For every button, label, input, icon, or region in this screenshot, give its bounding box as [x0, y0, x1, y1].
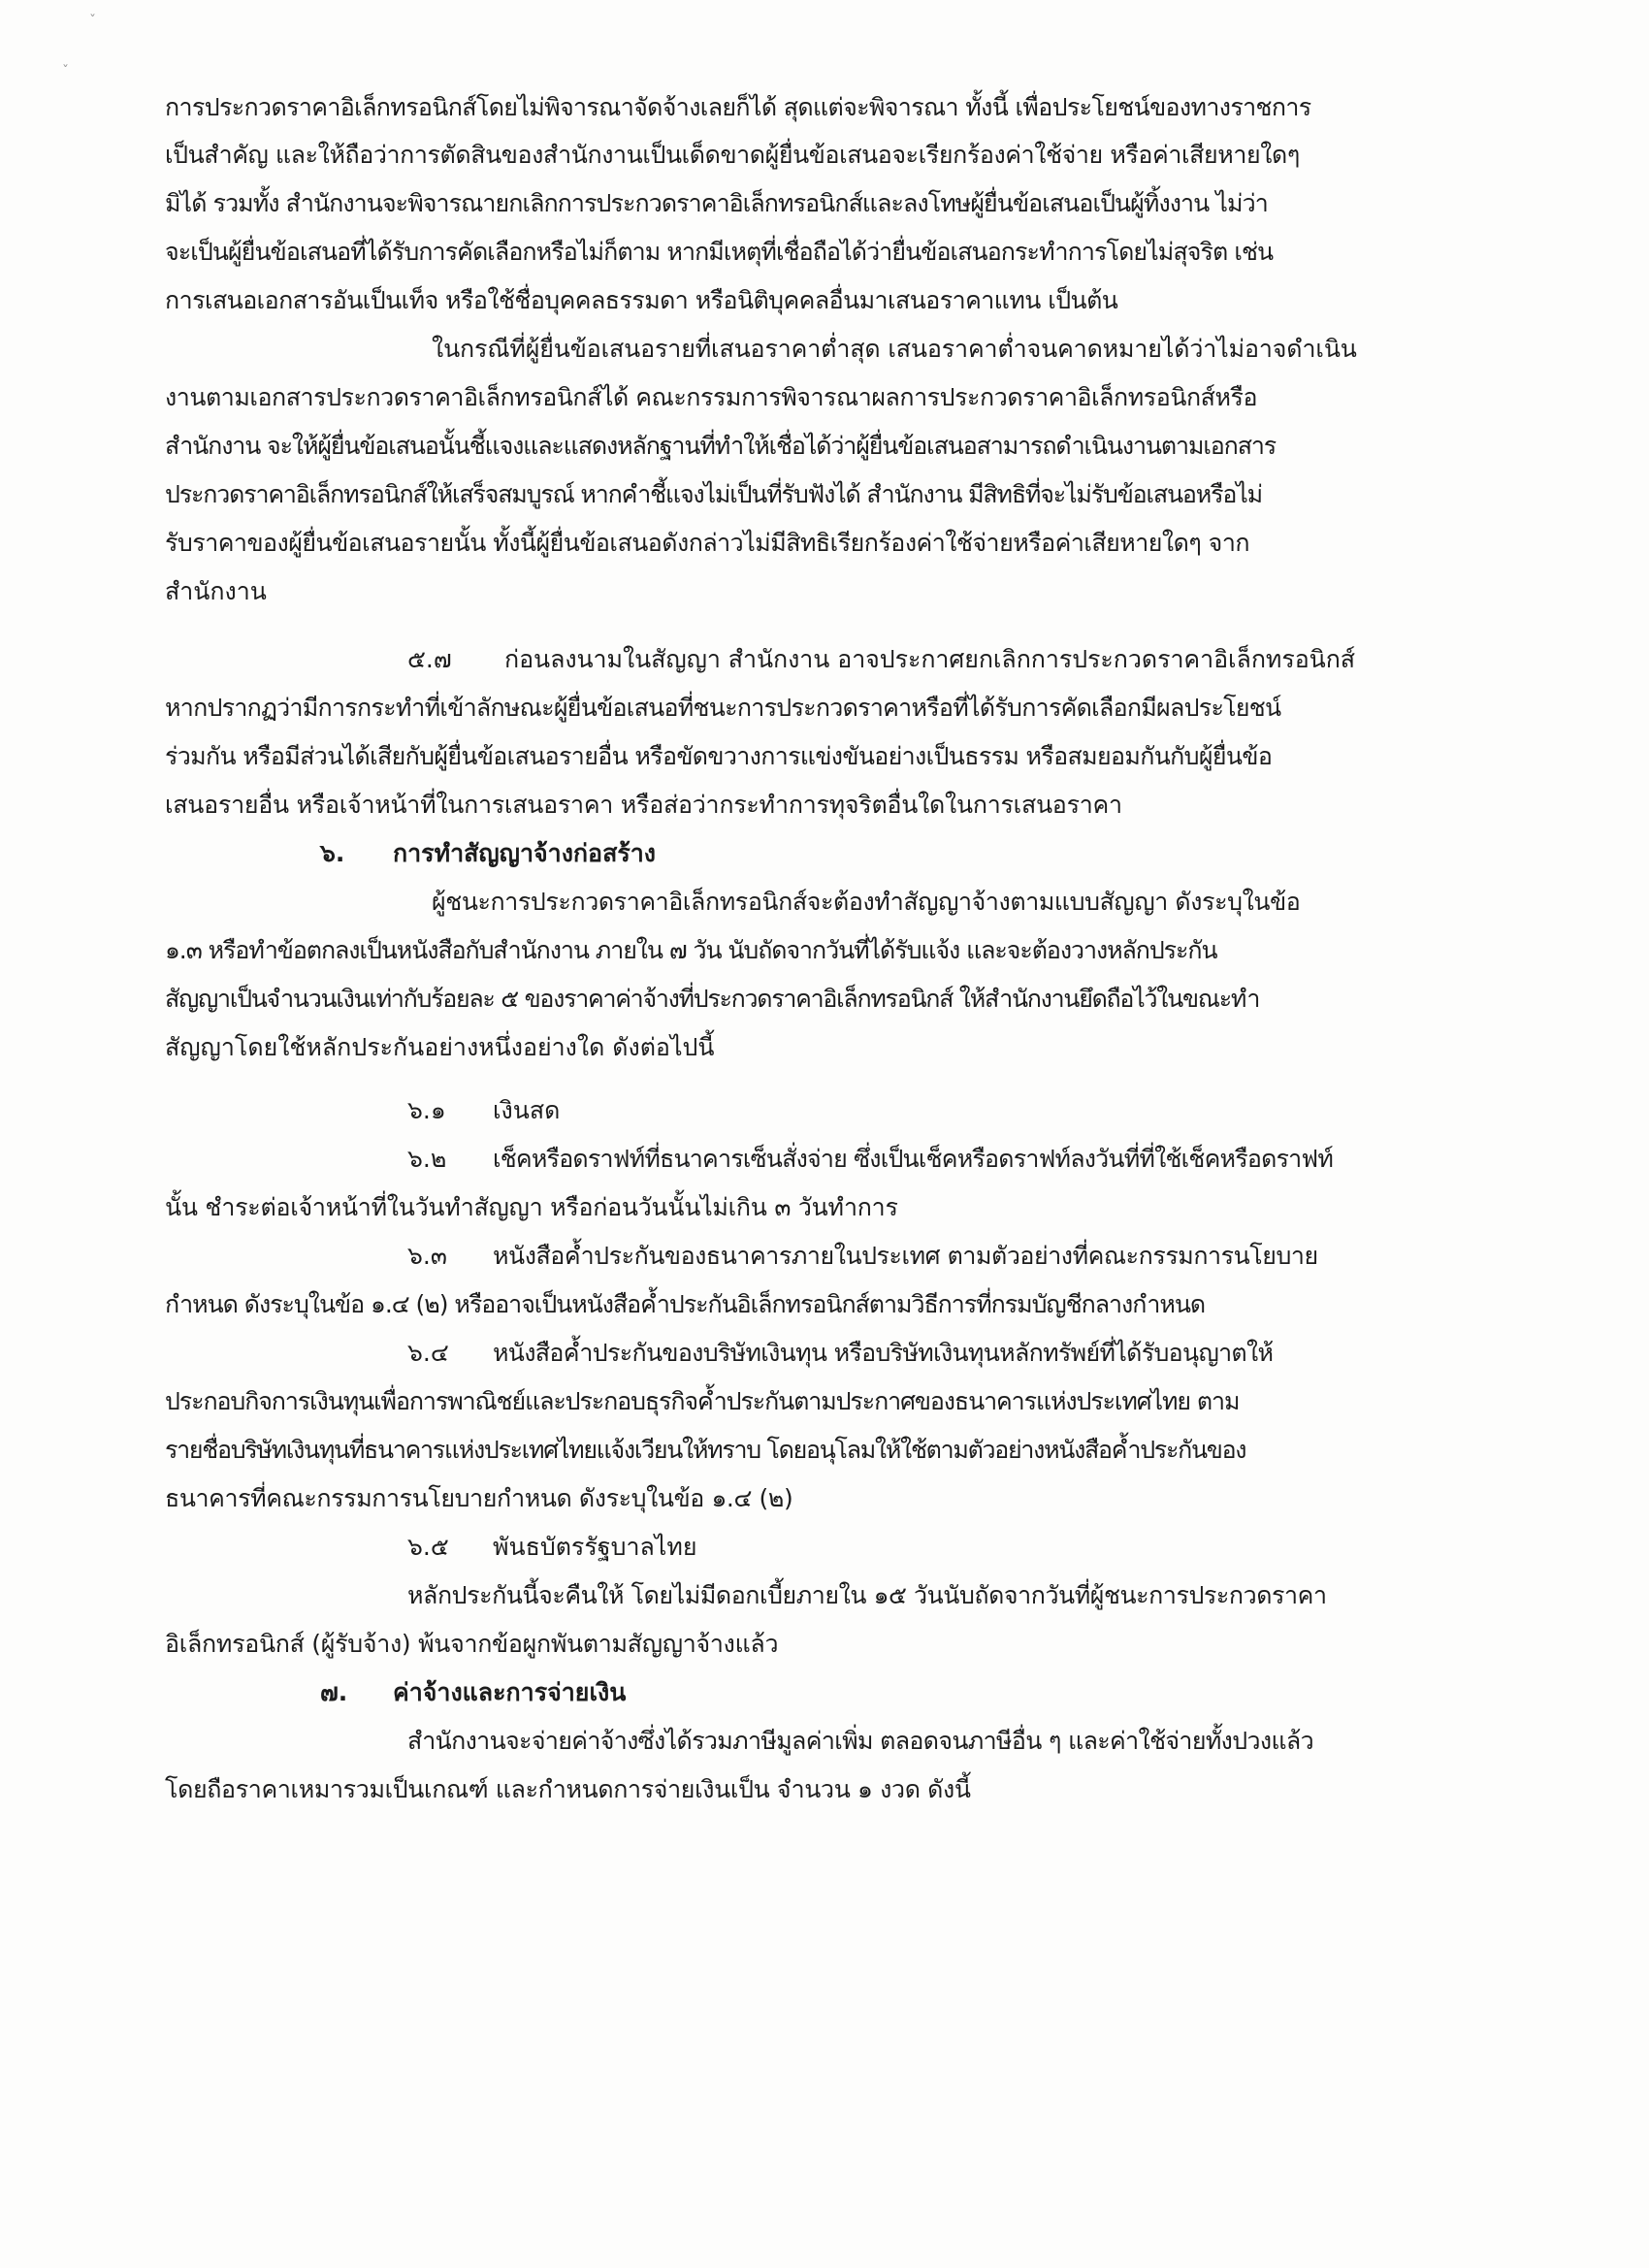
text-line: เสนอรายอื่น หรือเจ้าหน้าที่ในการเสนอราคา หรือส่อว่ากระทำการทุจริตอื่นใดในการเสนอราคา — [165, 791, 1122, 819]
section-number: ๗. — [320, 1678, 348, 1706]
section-number: ๖. — [320, 839, 345, 867]
clause-text: หนังสือค้ำประกันของบริษัทเงินทุน หรือบริษัทเงินทุนหลักทรัพย์ที่ได้รับอนุญาตให้ — [493, 1339, 1274, 1367]
clause-number: ๖.๓ — [407, 1242, 447, 1270]
text-line: การประกวดราคาอิเล็กทรอนิกส์โดยไม่พิจารณาจัดจ้างเลยก็ได้ สุดแต่จะพิจารณา ทั้งนี้ เพื่อประโยชน์ของทางราชการ — [165, 93, 1311, 121]
text-line: อิเล็กทรอนิกส์ (ผู้รับจ้าง) พ้นจากข้อผูกพันตามสัญญาจ้างแล้ว — [165, 1630, 779, 1658]
clause-number: ๕.๗ — [407, 645, 452, 673]
text-line: มิได้ รวมทั้ง สำนักงานจะพิจารณายกเลิกการประกวดราคาอิเล็กทรอนิกส์และลงโทษผู้ยื่นข้อเสนอเป็นผู้ทิ้งงาน ไม่ว่า — [165, 189, 1268, 217]
section-heading: ค่าจ้างและการจ่ายเงิน — [393, 1678, 627, 1706]
text-line: สำนักงาน จะให้ผู้ยื่นข้อเสนอนั้นชี้แจงและแสดงหลักฐานที่ทำให้เชื่อได้ว่าผู้ยื่นข้อเสนอสามารถดำเนินงานตามเอกสาร — [165, 432, 1277, 460]
text-line: เป็นสำคัญ และให้ถือว่าการตัดสินของสำนักงานเป็นเด็ดขาดผู้ยื่นข้อเสนอจะเรียกร้องค่าใช้จ่าย หรือค่าเสียหายใดๆ — [165, 141, 1300, 169]
clause-number: ๖.๒ — [407, 1145, 447, 1173]
text-line: กำหนด ดังระบุในข้อ ๑.๔ (๒) หรืออาจเป็นหนังสือค้ำประกันอิเล็กทรอนิกส์ตามวิธีการที่กรมบัญชีกลางกำหนด — [165, 1290, 1206, 1318]
text-line: สัญญาเป็นจำนวนเงินเท่ากับร้อยละ ๕ ของราคาค่าจ้างที่ประกวดราคาอิเล็กทรอนิกส์ ให้สำนักงานยึดถือไว้ในขณะทำ — [165, 985, 1260, 1013]
section-heading: การทำสัญญาจ้างก่อสร้าง — [393, 839, 656, 867]
clause-text: เงินสด — [493, 1096, 561, 1124]
clause-number: ๖.๑ — [407, 1096, 446, 1124]
scan-mark: ˇ — [89, 14, 96, 29]
text-line: รับราคาของผู้ยื่นข้อเสนอรายนั้น ทั้งนี้ผู้ยื่นข้อเสนอดังกล่าวไม่มีสิทธิเรียกร้องค่าใช้จ่ายหรือค่าเสียหายใดๆ จาก — [165, 529, 1249, 557]
text-line: ประกอบกิจการเงินทุนเพื่อการพาณิชย์และประกอบธุรกิจค้ำประกันตามประกาศของธนาคารแห่งประเทศไทย ตาม — [165, 1387, 1240, 1415]
paragraph-first-line: ในกรณีที่ผู้ยื่นข้อเสนอรายที่เสนอราคาต่ำสุด เสนอราคาต่ำจนคาดหมายได้ว่าไม่อาจดำเนิน — [432, 335, 1357, 363]
text-line: นั้น ชำระต่อเจ้าหน้าที่ในวันทำสัญญา หรือก่อนวันนั้นไม่เกิน ๓ วันทำการ — [165, 1193, 898, 1221]
text-line: การเสนอเอกสารอันเป็นเท็จ หรือใช้ชื่อบุคคลธรรมดา หรือนิติบุคคลอื่นมาเสนอราคาแทน เป็นต้น — [165, 286, 1118, 314]
paragraph-first-line: หลักประกันนี้จะคืนให้ โดยไม่มีดอกเบี้ยภายใน ๑๕ วันนับถัดจากวันที่ผู้ชนะการประกวดราคา — [407, 1581, 1327, 1609]
text-line: สัญญาโดยใช้หลักประกันอย่างหนึ่งอย่างใด ดังต่อไปนี้ — [165, 1033, 715, 1061]
text-line: ธนาคารที่คณะกรรมการนโยบายกำหนด ดังระบุในข้อ ๑.๔ (๒) — [165, 1484, 793, 1512]
text-line: ประกวดราคาอิเล็กทรอนิกส์ให้เสร็จสมบูรณ์ หากคำชี้แจงไม่เป็นที่รับฟังได้ สำนักงาน มีสิทธิที่จะไม่รับข้อเสนอหรือไม่ — [165, 480, 1262, 508]
clause-number: ๖.๕ — [407, 1533, 449, 1561]
scan-mark: ˇ — [62, 64, 69, 80]
paragraph-first-line: ผู้ชนะการประกวดราคาอิเล็กทรอนิกส์จะต้องทำสัญญาจ้างตามแบบสัญญา ดังระบุในข้อ — [432, 888, 1301, 916]
clause-text: หนังสือค้ำประกันของธนาคารภายในประเทศ ตามตัวอย่างที่คณะกรรมการนโยบาย — [493, 1242, 1318, 1270]
clause-text: เช็คหรือดราฟท์ที่ธนาคารเซ็นสั่งจ่าย ซึ่งเป็นเช็คหรือดราฟท์ลงวันที่ที่ใช้เช็คหรือดราฟท์ — [493, 1145, 1334, 1173]
text-line: โดยถือราคาเหมารวมเป็นเกณฑ์ และกำหนดการจ่ายเงินเป็น จำนวน ๑ งวด ดังนี้ — [165, 1775, 971, 1803]
text-line: งานตามเอกสารประกวดราคาอิเล็กทรอนิกส์ได้ คณะกรรมการพิจารณาผลการประกวดราคาอิเล็กทรอนิกส์หรือ — [165, 383, 1258, 411]
text-line: สำนักงาน — [165, 577, 267, 605]
text-line: รายชื่อบริษัทเงินทุนที่ธนาคารแห่งประเทศไทยแจ้งเวียนให้ทราบ โดยอนุโลมให้ใช้ตามตัวอย่างหนังสือค้ำประกันของ — [165, 1436, 1246, 1464]
clause-text: ก่อนลงนามในสัญญา สำนักงาน อาจประกาศยกเลิกการประกวดราคาอิเล็กทรอนิกส์ — [504, 645, 1356, 673]
text-line: จะเป็นผู้ยื่นข้อเสนอที่ได้รับการคัดเลือกหรือไม่ก็ตาม หากมีเหตุที่เชื่อถือได้ว่ายื่นข้อเสนอกระทำการโดยไม่สุจริต เช่น — [165, 238, 1274, 266]
text-line: หากปรากฏว่ามีการกระทำที่เข้าลักษณะผู้ยื่นข้อเสนอที่ชนะการประกวดราคาหรือที่ได้รับการคัดเลือกมีผลประโยชน์ — [165, 694, 1281, 722]
clause-number: ๖.๔ — [407, 1339, 449, 1367]
text-line: ร่วมกัน หรือมีส่วนได้เสียกับผู้ยื่นข้อเสนอรายอื่น หรือขัดขวางการแข่งขันอย่างเป็นธรรม หรือสมยอมกันกับผู้ยื่นข้อ — [165, 742, 1273, 770]
paragraph-first-line: สำนักงานจะจ่ายค่าจ้างซึ่งได้รวมภาษีมูลค่าเพิ่ม ตลอดจนภาษีอื่น ๆ และค่าใช้จ่ายทั้งปวงแล้ว — [407, 1727, 1313, 1755]
clause-text: พันธบัตรรัฐบาลไทย — [493, 1533, 697, 1561]
text-line: ๑.๓ หรือทำข้อตกลงเป็นหนังสือกับสำนักงาน ภายใน ๗ วัน นับถัดจากวันที่ได้รับแจ้ง และจะต้องวางหลักประกัน — [165, 936, 1217, 964]
